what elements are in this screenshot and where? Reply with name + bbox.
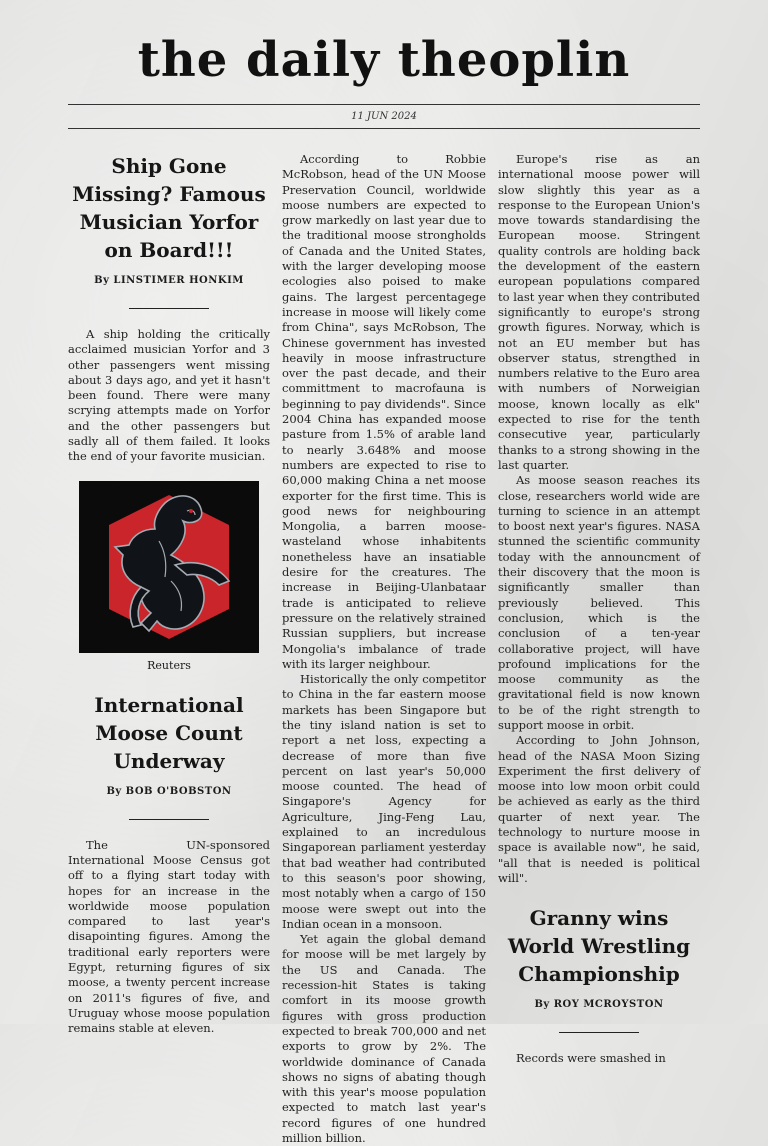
divider bbox=[559, 1032, 639, 1033]
article-body-moose-part2: According to Robbie McRobson, head of the UN Moose Preservation Council, worldwide moose numbers are expected to grow markedly on last year due to the traditional moose strongholds of Canada and the United States, with the larger developing moose ecologies also poised to make gains. The largest percentagege increase in moose will likely come from China", says McRobson, The Chinese government has invested heavily in moose infrastructure over the past decade, and their committment to macrofauna is beginning to pay dividends". Since 2004 China has expanded moose pasture from 1.5% of arable land to nearly 3.648% and moose numbers are expected to rise to 60,000 making China a net moose exporter for the first time. This is good news for neighbouring Mongolia, a barren moose-wasteland whose inhabitents nonetheless have an insatiable desire for the creatures. The increase in Beijing-Ulanbataar trade is anticipated to relieve pressure on the relatively strained Russian suppliers, but increase Mongolia's imbalance of trade with its larger neighbour. Historically the only competitor to China in the far eastern moose markets has been Singapore but the tiny island nation is set to report a net loss, expecting a decrease of more than five percent on last year's 50,000 moose counted. The head of Singapore's Agency for Agriculture, Jing-Feng Lau, explained to an incredulous Singaporean parliament yesterday that bad weather had contributed to this season's poor showing, most notably when a cargo of 150 moose were swept out into the Indian ocean in a monsoon. Yet again the global demand for moose will be met largely by the US and Canada. The recession-hit States is taking comfort in its moose growth figures with gross production expected to break 700,000 and net exports to grow by 2%. The worldwide dominance of Canada shows no signs of abating though with this year's moose population expected to match last year's record figures of one hundred million billion. bbox=[282, 152, 487, 1145]
bottom-rule bbox=[68, 128, 700, 129]
article-headline-moose: International Moose Count Underway bbox=[94, 692, 244, 773]
article-byline-ship: By LINSTIMER HONKIM bbox=[94, 275, 244, 286]
article-headline-granny: Granny wins World Wrestling Championship bbox=[507, 906, 691, 987]
column-2 bbox=[282, 152, 487, 1145]
photo-caption: Reuters bbox=[147, 658, 191, 672]
article-body-granny: Records were smashed in bbox=[516, 1051, 666, 1066]
article-byline-moose: By BOB O'BOBSTON bbox=[106, 785, 232, 797]
article-body-moose-part3: Europe's rise as an international moose power will slow slightly this year as a response to the European Union's move towards standardising the European moose. Stringent quality controls are holding back the development of the eastern european populations compared to last year when they contributed significantly to europe's strong growth figures. Norway, which is not an EU member but has observer status, strengthed in numbers relative to the Euro area with numbers of Norweigian moose, known locally as elk" expected to rise for the tenth consecutive year, particularly thanks to a strong showing in the last quarter. As moose season reaches its close, researchers world wide are turning to science in an attempt to boost next year's figures. NASA stunned the scientific community today with the announcment of their discovery that the moon is significantly smaller than previously believed. This conclusion, which is the conclusion of a ten-year collaborative project, will have profound implications for the moose community as the gravitational field is now known to be of the right strength to support moose in orbit. According to John Johnson, head of the NASA Moon Sizing Experiment the first delivery of moose into low moon orbit could be achieved as early as the third quarter of next year. The technology to nurture moose in space is available now", he said, "all that is needed is political will". bbox=[498, 152, 700, 885]
article-body-moose-part1: The UN-sponsored International Moose Census got off to a flying start today with hopes for an increase in the worldwide moose population compared to last year's disapointing figures. Among the traditional early reporters were Egypt, returning figures of six moose, a twenty percent increase on 2011's figures of five, and Uruguay whose moose population remains stable at eleven. bbox=[68, 837, 270, 1036]
dragon-emblem-icon bbox=[79, 481, 259, 653]
photo-dragon-emblem bbox=[79, 481, 259, 653]
dateline: 11 JUN 2024 bbox=[351, 111, 417, 122]
divider bbox=[129, 819, 209, 820]
article-byline-granny: By ROY MCROYSTON bbox=[534, 999, 664, 1011]
column-1 bbox=[68, 152, 270, 1037]
top-rule bbox=[68, 104, 700, 105]
masthead-title: the daily theoplin bbox=[137, 32, 631, 88]
article-headline-ship: Ship Gone Missing? Famous Musician Yorfor on Board!!! bbox=[72, 154, 266, 262]
column-3 bbox=[498, 152, 700, 1067]
divider bbox=[129, 308, 209, 309]
article-body-ship: A ship holding the critically acclaimed musician Yorfor and 3 other passengers went missing about 3 days ago, and yet it hasn't been found. There were many scrying attempts made on Yorfor and the other passengers but sadly all of them failed. It looks the end of your favorite musician. bbox=[68, 327, 270, 464]
